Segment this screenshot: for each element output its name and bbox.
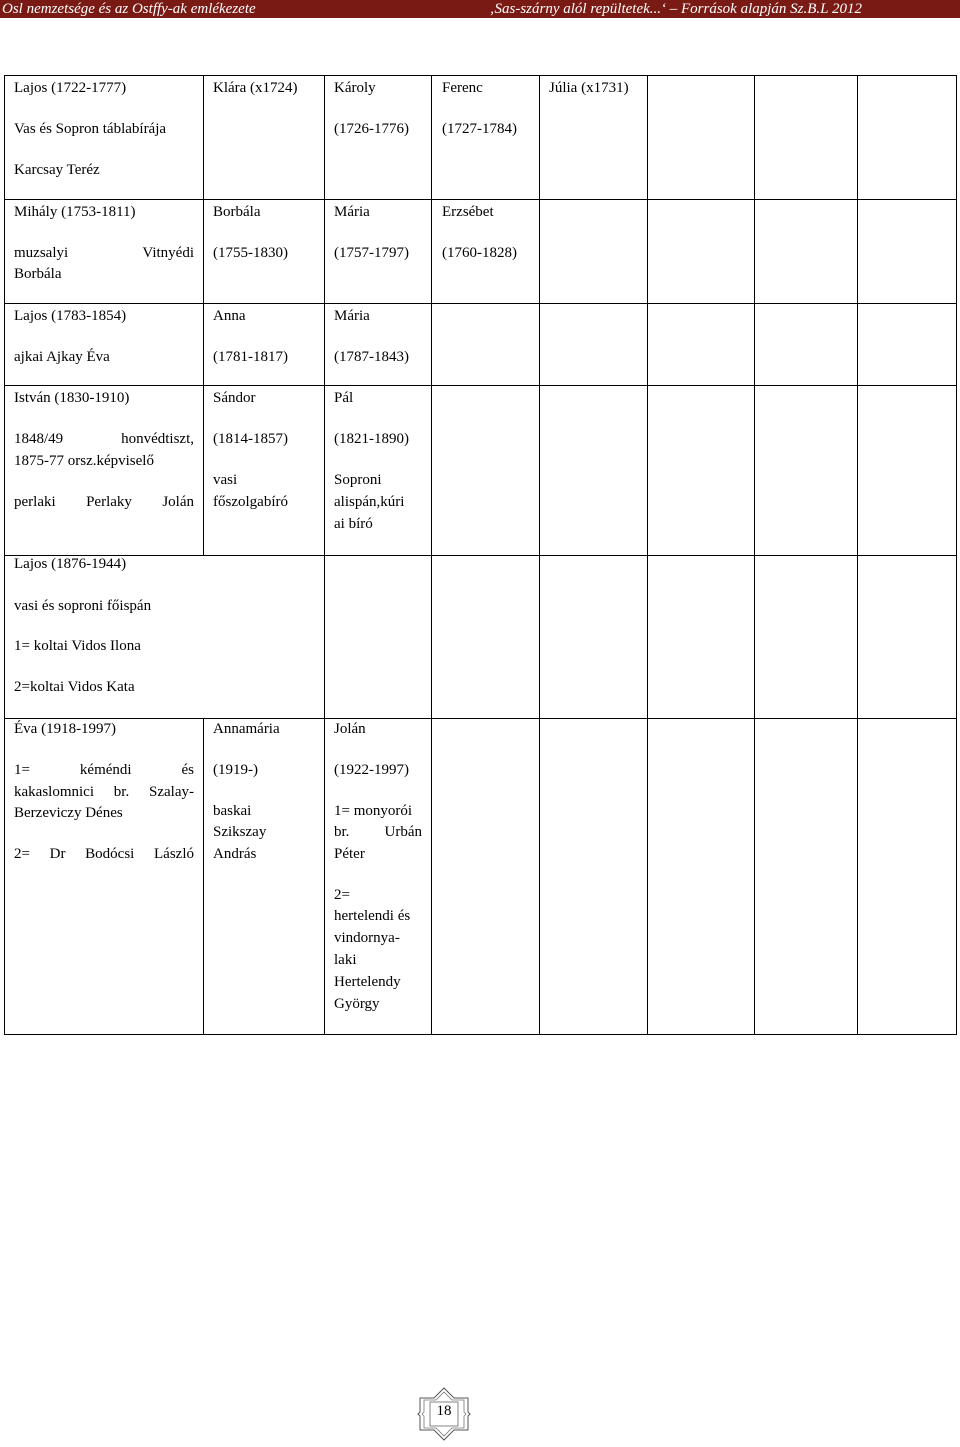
row-divider [4,75,957,76]
cell-text: 1848/49 honvédtiszt, [14,431,194,447]
cell-text: (1781-1817) [213,349,288,365]
cell-text: (1760-1828) [442,245,517,261]
column-divider [203,75,204,555]
cell-text: Lajos (1876-1944) [14,556,127,572]
cell-text: (1821-1890) [334,431,409,447]
cell-text: Ferenc [442,80,483,96]
cell-text: Hertelendy [334,974,401,990]
cell-text: István (1830-1910) [14,390,130,406]
cell-text: 1875-77 orsz.képviselő [14,453,154,469]
cell-text: (1922-1997) [334,762,409,778]
cell-text: hertelendi és [334,908,411,924]
cell-text: Lajos (1722-1777) [14,80,127,96]
cell-text: Lajos (1783-1854) [14,308,127,324]
cell-text: (1757-1797) [334,245,409,261]
cell-text: kakaslomnici br. Szalay- [14,784,194,800]
cell-text: (1727-1784) [442,121,517,137]
cell-text: 2= [334,887,350,903]
cell-text: baskai [213,803,252,819]
cell-text: Soproni [334,472,382,488]
header-source: ‚Sas-szárny alól repültetek...‘ – Források alapján Sz.B.L 2012 [489,1,862,17]
cell-text: (1755-1830) [213,245,288,261]
cell-text: br. Urbán [334,824,422,840]
cell-text: perlaki Perlaky Jolán [14,494,194,510]
cell-text: Károly [334,80,376,96]
header-title: Osl nemzetsége és az Ostffy-ak emlékezete [2,1,256,17]
cell-text: Anna [213,308,246,324]
cell-text: (1814-1857) [213,431,288,447]
cell-text: Sándor [213,390,256,406]
cell-text: muzsalyi Vitnyédi [14,245,194,261]
cell-text: Éva (1918-1997) [14,721,117,737]
column-divider [203,718,204,1035]
cell-text: Klára (x1724) [213,80,298,96]
cell-text: Pál [334,390,354,406]
cell-text: Mária [334,204,370,220]
cell-text: Vas és Sopron táblabírája [14,121,167,137]
cell-text: ajkai Ajkay Éva [14,349,110,365]
cell-text: Júlia (x1731) [549,80,629,96]
page-number-ornament [416,1386,472,1442]
cell-text: (1919-) [213,762,258,778]
cell-text: vindornya- [334,930,400,946]
row-divider [4,1034,957,1035]
cell-text: 1= kéméndi és [14,762,194,778]
cell-text: alispán,kúri [334,494,405,510]
cell-text: (1787-1843) [334,349,409,365]
cell-text: Szikszay [213,824,267,840]
row-divider [4,199,957,200]
cell-text: ai bíró [334,516,373,532]
row-divider [4,385,957,386]
cell-text: Berzeviczy Dénes [14,805,123,821]
cell-text: 1= koltai Vidos Ilona [14,638,141,654]
cell-text: András [213,846,257,862]
cell-text: 2=koltai Vidos Kata [14,679,135,695]
cell-text: vasi és soproni főispán [14,598,152,614]
page-number: 18 [436,1403,452,1419]
cell-text: Mária [334,308,370,324]
cell-text: Karcsay Teréz [14,162,100,178]
cell-text: Erzsébet [442,204,494,220]
cell-text: 2= Dr Bodócsi László [14,846,194,862]
row-divider [4,555,957,556]
cell-text: Annamária [213,721,280,737]
cell-text: vasi [213,472,238,488]
cell-text: 1= monyorói [334,803,413,819]
cell-text: (1726-1776) [334,121,409,137]
cell-text: Mihály (1753-1811) [14,204,136,220]
cell-text: Péter [334,846,365,862]
row-divider [4,718,957,719]
cell-text: Borbála [14,266,62,282]
cell-text: főszolgabíró [213,494,288,510]
row-divider [4,303,957,304]
cell-text: Jolán [334,721,366,737]
cell-text: Borbála [213,204,261,220]
cell-text: laki [334,952,357,968]
cell-text: György [334,996,380,1012]
